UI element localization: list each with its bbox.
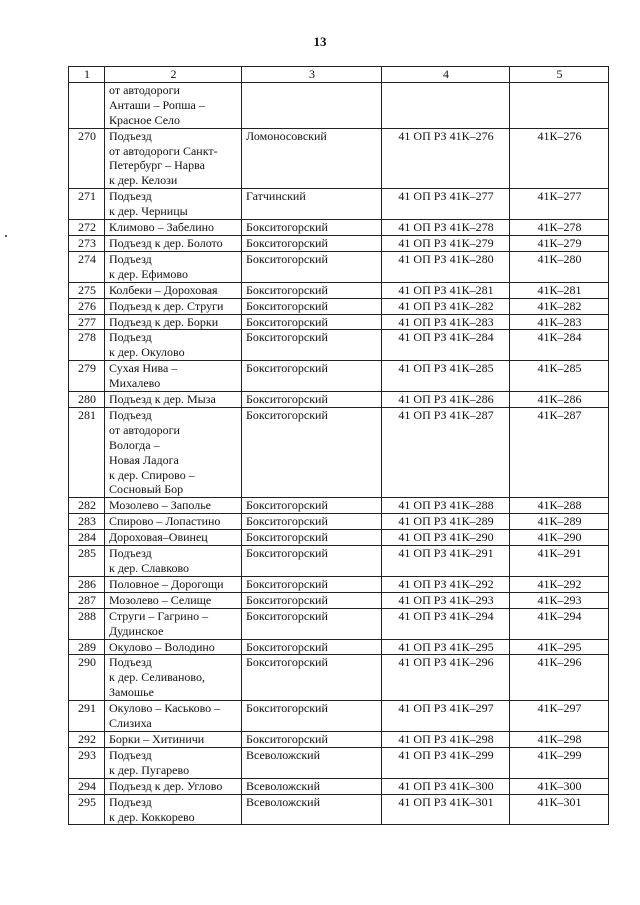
row-number: 288	[69, 608, 105, 639]
short-code: 41К–278	[510, 220, 609, 236]
road-code: 41 ОП РЗ 41К–299	[382, 747, 510, 778]
row-number: 285	[69, 546, 105, 577]
row-number: 282	[69, 498, 105, 514]
road-code	[382, 82, 510, 128]
roads-table	[68, 66, 609, 825]
road-name: от автодороги Анташи – Ропша – Красное Село	[105, 82, 242, 128]
road-code: 41 ОП РЗ 41К–282	[382, 298, 510, 314]
district-name: Бокситогорский	[242, 514, 382, 530]
row-number: 281	[69, 407, 105, 497]
road-name: Мозолево – Заполье	[105, 498, 242, 514]
short-code: 41К–284	[510, 330, 609, 361]
road-code: 41 ОП РЗ 41К–292	[382, 576, 510, 592]
road-name: Борки – Хитиничи	[105, 731, 242, 747]
road-code: 41 ОП РЗ 41К–283	[382, 314, 510, 330]
row-number: 292	[69, 731, 105, 747]
row-number: 280	[69, 392, 105, 408]
table-row	[69, 778, 609, 794]
road-code: 41 ОП РЗ 41К–301	[382, 794, 510, 825]
table-row	[69, 576, 609, 592]
table-row	[69, 655, 609, 701]
road-code: 41 ОП РЗ 41К–298	[382, 731, 510, 747]
district-name: Бокситогорский	[242, 251, 382, 282]
table-row	[69, 530, 609, 546]
road-name: Дороховая–Овинец	[105, 530, 242, 546]
road-code: 41 ОП РЗ 41К–284	[382, 330, 510, 361]
district-name: Всеволожский	[242, 794, 382, 825]
road-code: 41 ОП РЗ 41К–279	[382, 235, 510, 251]
district-name: Ломоносовский	[242, 128, 382, 189]
row-number: 284	[69, 530, 105, 546]
row-number: 279	[69, 361, 105, 392]
short-code: 41К–296	[510, 655, 609, 701]
column-header: 1	[69, 67, 105, 83]
column-header: 2	[105, 67, 242, 83]
district-name: Бокситогорский	[242, 498, 382, 514]
short-code: 41К–280	[510, 251, 609, 282]
road-code: 41 ОП РЗ 41К–294	[382, 608, 510, 639]
table-row	[69, 407, 609, 497]
short-code: 41К–298	[510, 731, 609, 747]
district-name: Бокситогорский	[242, 282, 382, 298]
table-header-row	[69, 67, 609, 83]
road-name: Подъезд к дер. Болото	[105, 235, 242, 251]
row-number: 271	[69, 189, 105, 220]
district-name: Бокситогорский	[242, 220, 382, 236]
district-name: Бокситогорский	[242, 701, 382, 732]
row-number: 289	[69, 639, 105, 655]
short-code: 41К–300	[510, 778, 609, 794]
short-code: 41К–293	[510, 592, 609, 608]
table-row	[69, 747, 609, 778]
district-name: Бокситогорский	[242, 330, 382, 361]
road-name: Струги – Гагрино – Дудинское	[105, 608, 242, 639]
short-code: 41К–292	[510, 576, 609, 592]
road-name: Сухая Нива – Михалево	[105, 361, 242, 392]
district-name: Бокситогорский	[242, 314, 382, 330]
short-code: 41К–283	[510, 314, 609, 330]
district-name: Бокситогорский	[242, 298, 382, 314]
short-code: 41К–276	[510, 128, 609, 189]
row-number: 278	[69, 330, 105, 361]
district-name: Бокситогорский	[242, 407, 382, 497]
short-code: 41К–288	[510, 498, 609, 514]
row-number: 275	[69, 282, 105, 298]
road-code: 41 ОП РЗ 41К–293	[382, 592, 510, 608]
road-name: Подъезд к дер. Селиваново, Замошье	[105, 655, 242, 701]
row-number: 272	[69, 220, 105, 236]
short-code: 41К–301	[510, 794, 609, 825]
district-name: Бокситогорский	[242, 639, 382, 655]
row-number: 294	[69, 778, 105, 794]
row-number: 276	[69, 298, 105, 314]
row-number: 291	[69, 701, 105, 732]
row-number: 293	[69, 747, 105, 778]
road-code: 41 ОП РЗ 41К–296	[382, 655, 510, 701]
road-name: Подъезд к дер. Окулово	[105, 330, 242, 361]
road-name: Мозолево – Селище	[105, 592, 242, 608]
district-name: Бокситогорский	[242, 235, 382, 251]
row-number: 273	[69, 235, 105, 251]
road-name: Подъезд к дер. Ефимово	[105, 251, 242, 282]
margin-dot	[5, 235, 7, 237]
district-name: Всеволожский	[242, 778, 382, 794]
short-code: 41К–294	[510, 608, 609, 639]
row-number: 274	[69, 251, 105, 282]
district-name: Бокситогорский	[242, 592, 382, 608]
district-name	[242, 82, 382, 128]
road-name: Окулово – Каськово – Слизиха	[105, 701, 242, 732]
short-code	[510, 82, 609, 128]
row-number: 270	[69, 128, 105, 189]
row-number: 283	[69, 514, 105, 530]
table-row	[69, 546, 609, 577]
table-row	[69, 330, 609, 361]
road-code: 41 ОП РЗ 41К–276	[382, 128, 510, 189]
table-row	[69, 314, 609, 330]
table-row	[69, 608, 609, 639]
table-row	[69, 235, 609, 251]
road-code: 41 ОП РЗ 41К–290	[382, 530, 510, 546]
road-name: Подъезд от автодороги Санкт- Петербург – Нарва к дер. Келози	[105, 128, 242, 189]
road-code: 41 ОП РЗ 41К–278	[382, 220, 510, 236]
column-header: 4	[382, 67, 510, 83]
row-number: 286	[69, 576, 105, 592]
district-name: Бокситогорский	[242, 530, 382, 546]
road-name: Климово – Забелино	[105, 220, 242, 236]
column-header: 5	[510, 67, 609, 83]
road-code: 41 ОП РЗ 41К–286	[382, 392, 510, 408]
page-number: 13	[313, 34, 327, 49]
road-code: 41 ОП РЗ 41К–285	[382, 361, 510, 392]
road-name: Подъезд к дер. Коккорево	[105, 794, 242, 825]
district-name: Бокситогорский	[242, 361, 382, 392]
short-code: 41К–286	[510, 392, 609, 408]
table-row	[69, 592, 609, 608]
short-code: 41К–279	[510, 235, 609, 251]
short-code: 41К–277	[510, 189, 609, 220]
row-number: 295	[69, 794, 105, 825]
short-code: 41К–299	[510, 747, 609, 778]
table-row	[69, 731, 609, 747]
road-code: 41 ОП РЗ 41К–287	[382, 407, 510, 497]
road-name: Подъезд к дер. Борки	[105, 314, 242, 330]
short-code: 41К–291	[510, 546, 609, 577]
short-code: 41К–281	[510, 282, 609, 298]
district-name: Бокситогорский	[242, 576, 382, 592]
district-name: Бокситогорский	[242, 608, 382, 639]
road-code: 41 ОП РЗ 41К–280	[382, 251, 510, 282]
table-row	[69, 189, 609, 220]
row-number: 277	[69, 314, 105, 330]
table-row	[69, 498, 609, 514]
table-row	[69, 794, 609, 825]
district-name: Бокситогорский	[242, 546, 382, 577]
road-name: Половное – Дорогощи	[105, 576, 242, 592]
district-name: Всеволожский	[242, 747, 382, 778]
table-row	[69, 514, 609, 530]
road-name: Подъезд к дер. Черницы	[105, 189, 242, 220]
district-name: Бокситогорский	[242, 392, 382, 408]
district-name: Бокситогорский	[242, 731, 382, 747]
road-code: 41 ОП РЗ 41К–297	[382, 701, 510, 732]
short-code: 41К–282	[510, 298, 609, 314]
road-code: 41 ОП РЗ 41К–288	[382, 498, 510, 514]
road-code: 41 ОП РЗ 41К–300	[382, 778, 510, 794]
row-number	[69, 82, 105, 128]
row-number: 290	[69, 655, 105, 701]
short-code: 41К–297	[510, 701, 609, 732]
short-code: 41К–290	[510, 530, 609, 546]
row-number: 287	[69, 592, 105, 608]
short-code: 41К–285	[510, 361, 609, 392]
district-name: Бокситогорский	[242, 655, 382, 701]
short-code: 41К–295	[510, 639, 609, 655]
road-name: Подъезд к дер. Славково	[105, 546, 242, 577]
table-row	[69, 639, 609, 655]
table-row	[69, 220, 609, 236]
road-code: 41 ОП РЗ 41К–289	[382, 514, 510, 530]
road-name: Подъезд к дер. Струги	[105, 298, 242, 314]
road-name: Подъезд к дер. Пугарево	[105, 747, 242, 778]
road-name: Подъезд к дер. Мыза	[105, 392, 242, 408]
table-row	[69, 251, 609, 282]
road-name: Окулово – Володино	[105, 639, 242, 655]
short-code: 41К–289	[510, 514, 609, 530]
table-row	[69, 701, 609, 732]
road-name: Подъезд от автодороги Вологда – Новая Ладога к дер. Спирово – Сосновый Бор	[105, 407, 242, 497]
table-row	[69, 298, 609, 314]
table-row	[69, 361, 609, 392]
table-row	[69, 128, 609, 189]
district-name: Гатчинский	[242, 189, 382, 220]
road-code: 41 ОП РЗ 41К–281	[382, 282, 510, 298]
road-code: 41 ОП РЗ 41К–295	[382, 639, 510, 655]
road-code: 41 ОП РЗ 41К–291	[382, 546, 510, 577]
road-code: 41 ОП РЗ 41К–277	[382, 189, 510, 220]
road-name: Колбеки – Дороховая	[105, 282, 242, 298]
short-code: 41К–287	[510, 407, 609, 497]
table-row	[69, 82, 609, 128]
table-row	[69, 392, 609, 408]
road-name: Подъезд к дер. Углово	[105, 778, 242, 794]
table-row	[69, 282, 609, 298]
column-header: 3	[242, 67, 382, 83]
road-name: Спирово – Лопастино	[105, 514, 242, 530]
